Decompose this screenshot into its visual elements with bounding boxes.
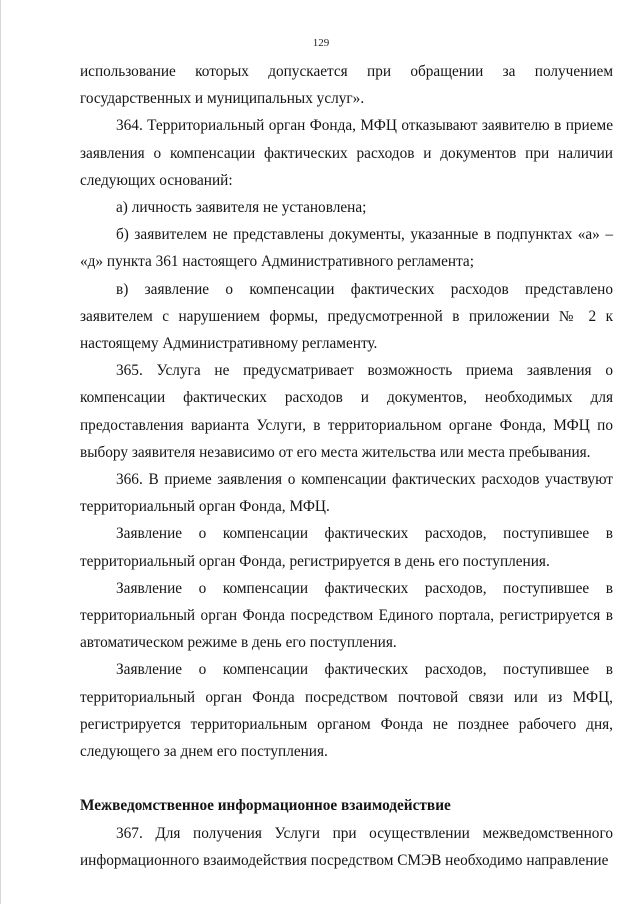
list-item-v: в) заявление о компенсации фактических расходов представлено заявителем с нарушением формы, предусмотренной в приложении № 2 к настоящему Административному регламенту. [80, 280, 613, 353]
paragraph-364: 364. Территориальный орган Фонда, МФЦ отказывают заявителю в приеме заявления о компенсации фактических расходов и документов при наличии следующих оснований: [80, 117, 613, 189]
list-item-b: б) заявителем не представлены документы, указанные в подпунктах «а» – «д» пункта 361 настоящего Административного регламента; [80, 226, 613, 271]
paragraph-registration-mail: Заявление о компенсации фактических расходов, поступившее в территориальный орган Фонда посредством почтовой связи или из МФЦ, регистрируется территориальным органом Фонда не позднее рабочего дня, следующего за днем его поступления. [80, 661, 613, 761]
document-body [80, 58, 613, 874]
paragraph-366: 366. В приеме заявления о компенсации фактических расходов участвуют территориальный орган Фонда, МФЦ. [80, 471, 613, 516]
section-heading: Межведомственное информационное взаимодействие [80, 797, 451, 815]
list-item-a: а) личность заявителя не установлена; [116, 199, 367, 217]
paragraph-365: 365. Услуга не предусматривает возможность приема заявления о компенсации фактических расходов и документов, необходимых для предоставления варианта Услуги, в территориальном органе Фонда, МФЦ по выбору заявителя независимо от его места жительства или места пребывания. [80, 362, 613, 461]
paragraph-continuation: использование которых допускается при обращении за получением государственных и муниципальных услуг». [80, 63, 613, 108]
spacer [80, 765, 613, 792]
paragraph-registration-portal: Заявление о компенсации фактических расходов, поступившее в территориальный орган Фонда посредством Единого портала, регистрируется в автоматическом режиме в день его поступления. [80, 579, 613, 652]
page-number: 129 [312, 37, 330, 49]
paragraph-367: 367. Для получения Услуги при осуществлении межведомственного информационного взаимодействия посредством СМЭВ необходимо направление [80, 824, 613, 869]
paragraph-registration-day: Заявление о компенсации фактических расходов, поступившее в территориальный орган Фонда, регистрируется в день его поступления. [80, 525, 613, 570]
